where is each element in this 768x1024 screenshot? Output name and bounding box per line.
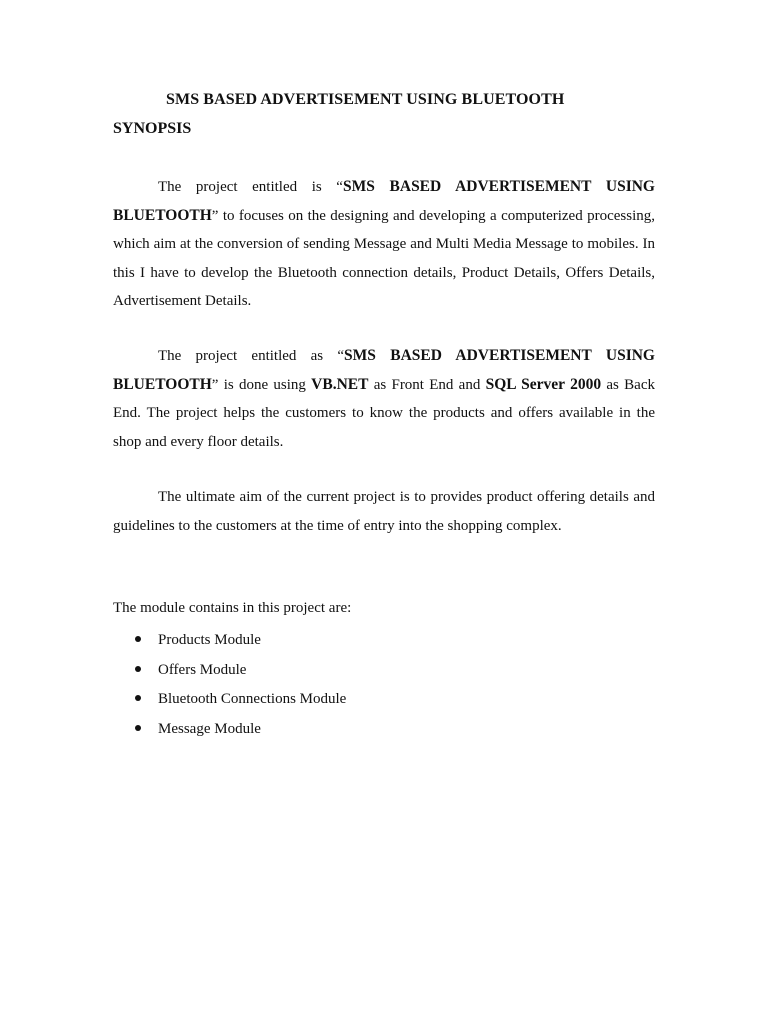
module-label: Products Module bbox=[158, 632, 261, 648]
front-end-name: VB.NET bbox=[311, 375, 369, 393]
list-item bbox=[113, 686, 346, 716]
bullet-icon bbox=[135, 666, 141, 672]
document-subtitle: SYNOPSIS bbox=[113, 120, 192, 137]
module-label: Message Module bbox=[158, 720, 261, 737]
bullet-icon bbox=[135, 695, 141, 701]
list-item bbox=[113, 627, 346, 657]
project-name: SMS BASED ADVERTISEMENT USING BLUETOOTH bbox=[113, 347, 655, 393]
back-end-name: SQL Server 2000 bbox=[485, 375, 602, 393]
module-label: Bluetooth Connections Module bbox=[158, 691, 347, 707]
bullet-icon bbox=[135, 636, 141, 642]
paragraph2-mid1: ” is done using bbox=[211, 376, 312, 393]
paragraph2-mid2: as Front End and bbox=[368, 376, 486, 393]
list-item bbox=[113, 657, 346, 687]
module-label: Offers Module bbox=[158, 661, 247, 678]
modules-list bbox=[113, 627, 346, 745]
project-name: SMS BASED ADVERTISEMENT USING BLUETOOTH bbox=[113, 178, 655, 224]
paragraph1-lead: The project entitled is “ bbox=[158, 179, 343, 195]
paragraph-aim: The ultimate aim of the current project is to provides product offering details and guidelines to the customers at the time of entry into the shopping complex. bbox=[113, 489, 655, 534]
paragraph1-rest: ” to focuses on the designing and developing a computerized processing, which aim at the conversion of sending Message and Multi Media Message to mobiles. In this I have to develop the Bluetooth connection details, Product Details, Offers Details, Advertisement Details. bbox=[113, 207, 655, 309]
list-item bbox=[113, 716, 346, 746]
paragraph2-rest: as Back End. The project helps the customers to know the products and offers available in the shop and every floor details. bbox=[113, 376, 655, 450]
document-title: SMS BASED ADVERTISEMENT USING BLUETOOTH bbox=[166, 91, 565, 108]
modules-intro: The module contains in this project are: bbox=[113, 600, 352, 616]
bullet-icon bbox=[135, 725, 141, 731]
paragraph-technology bbox=[113, 342, 655, 456]
paragraph2-lead: The project entitled as “ bbox=[158, 348, 345, 364]
paragraph-project-overview bbox=[113, 173, 655, 316]
